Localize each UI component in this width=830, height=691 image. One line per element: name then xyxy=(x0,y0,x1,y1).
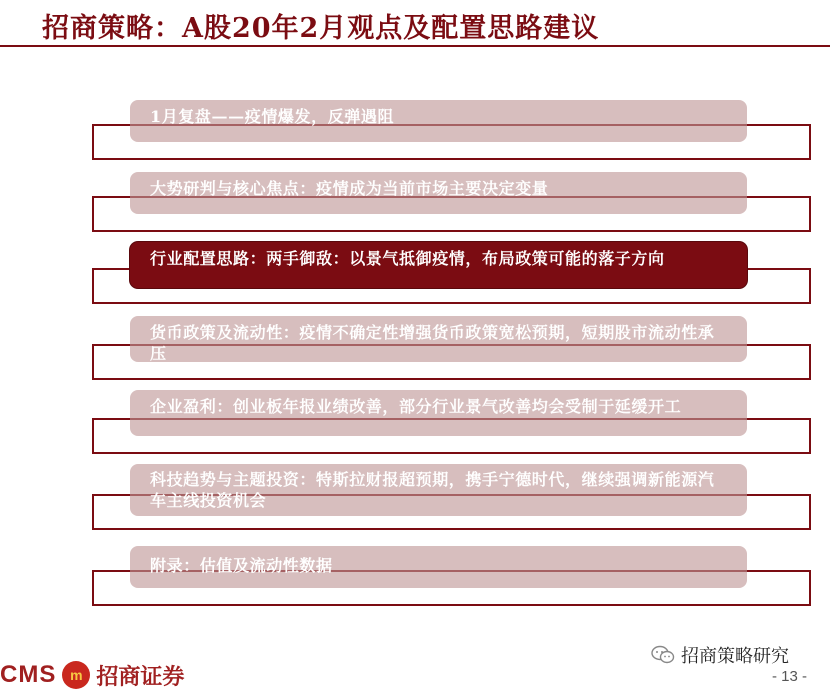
agenda-item-appendix[interactable]: 附录：估值及流动性数据 xyxy=(130,546,747,588)
title-divider xyxy=(0,45,830,47)
brand-name: 招商证券 xyxy=(96,663,185,690)
wechat-icon xyxy=(651,645,675,665)
agenda-item-industry-allocation[interactable]: 行业配置思路：两手御敌：以景气抵御疫情，布局政策可能的落子方向 xyxy=(130,242,747,288)
cms-logo xyxy=(0,660,184,690)
page-title: 招商策略：A股20年2月观点及配置思路建议 xyxy=(42,13,600,44)
logo-text: CMS xyxy=(0,661,57,688)
wechat-account xyxy=(651,642,789,668)
agenda-item-january-review[interactable]: 1月复盘——疫情爆发，反弹遇阻 xyxy=(130,100,747,142)
page-number: - 13 - xyxy=(772,668,808,685)
agenda-item-monetary-policy[interactable]: 货币政策及流动性：疫情不确定性增强货币政策宽松预期，短期股市流动性承压 xyxy=(130,316,747,362)
agenda-item-tech-themes[interactable]: 科技趋势与主题投资：特斯拉财报超预期，携手宁德时代，继续强调新能源汽车主线投资机会 xyxy=(130,464,747,516)
agenda-item-market-outlook[interactable]: 大势研判与核心焦点：疫情成为当前市场主要决定变量 xyxy=(130,172,747,214)
wechat-account-label: 招商策略研究 xyxy=(681,646,789,666)
logo-badge-icon: m xyxy=(62,661,90,689)
agenda-item-corporate-earnings[interactable]: 企业盈利：创业板年报业绩改善，部分行业景气改善均会受制于延缓开工 xyxy=(130,390,747,436)
